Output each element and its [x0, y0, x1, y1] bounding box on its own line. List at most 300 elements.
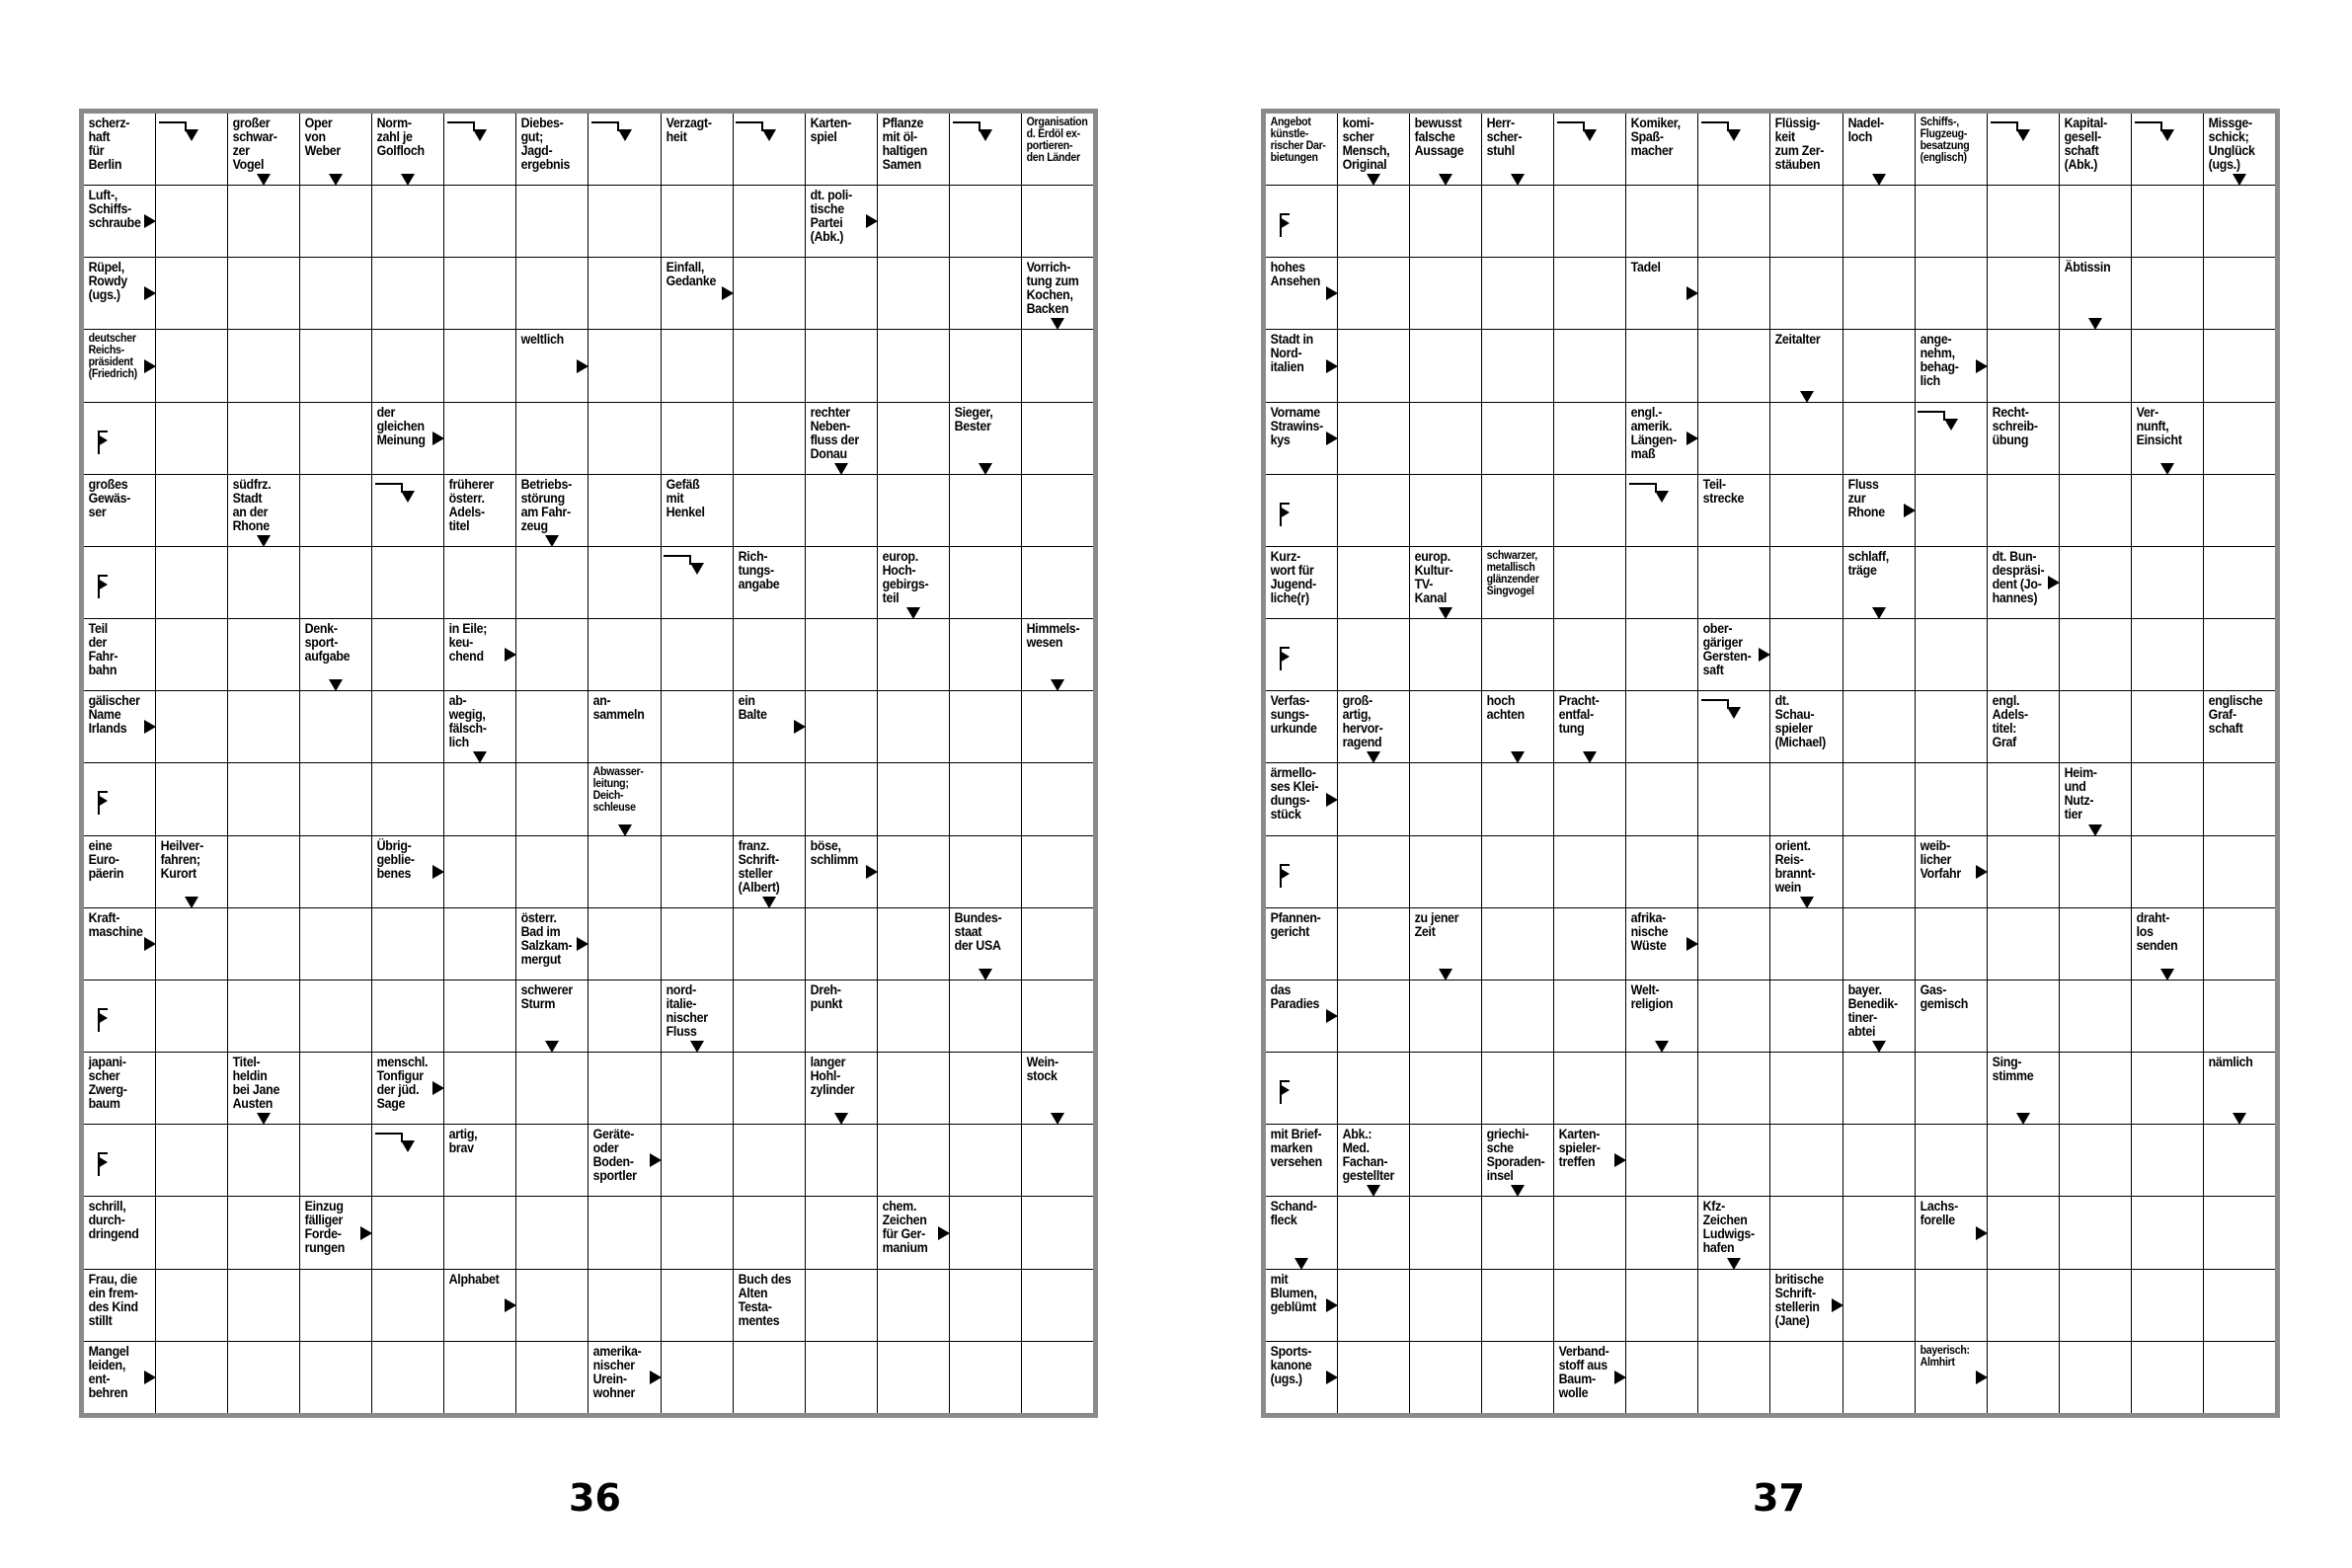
answer-cell[interactable] — [1554, 114, 1625, 185]
answer-cell[interactable] — [662, 836, 733, 907]
answer-cell[interactable] — [734, 330, 805, 401]
answer-cell[interactable] — [1022, 908, 1093, 980]
answer-cell[interactable] — [372, 547, 443, 618]
answer-cell[interactable] — [1482, 763, 1553, 834]
answer-cell[interactable] — [84, 547, 155, 618]
answer-cell[interactable] — [734, 1053, 805, 1124]
answer-cell[interactable] — [1698, 1053, 1769, 1124]
answer-cell[interactable] — [516, 1197, 588, 1268]
answer-cell[interactable] — [1843, 1125, 1915, 1196]
answer-cell[interactable] — [1410, 258, 1481, 329]
answer-cell[interactable] — [2132, 836, 2203, 907]
answer-cell[interactable] — [516, 547, 588, 618]
answer-cell[interactable] — [300, 403, 371, 474]
answer-cell[interactable] — [156, 619, 227, 690]
answer-cell[interactable] — [1482, 1197, 1553, 1268]
answer-cell[interactable] — [228, 1197, 299, 1268]
answer-cell[interactable] — [1916, 763, 1987, 834]
answer-cell[interactable] — [1266, 1053, 1337, 1124]
answer-cell[interactable] — [516, 403, 588, 474]
answer-cell[interactable] — [1554, 1197, 1625, 1268]
answer-cell[interactable] — [806, 1342, 877, 1413]
answer-cell[interactable] — [734, 403, 805, 474]
answer-cell[interactable] — [662, 1342, 733, 1413]
answer-cell[interactable] — [950, 1125, 1021, 1196]
answer-cell[interactable] — [1410, 1197, 1481, 1268]
answer-cell[interactable] — [1698, 547, 1769, 618]
answer-cell[interactable] — [1266, 836, 1337, 907]
answer-cell[interactable] — [1022, 403, 1093, 474]
answer-cell[interactable] — [1338, 186, 1409, 257]
answer-cell[interactable] — [1916, 186, 1987, 257]
answer-cell[interactable] — [588, 114, 660, 185]
answer-cell[interactable] — [2060, 330, 2131, 401]
answer-cell[interactable] — [1626, 836, 1697, 907]
answer-cell[interactable] — [1022, 1197, 1093, 1268]
answer-cell[interactable] — [1988, 763, 2059, 834]
answer-cell[interactable] — [300, 1342, 371, 1413]
answer-cell[interactable] — [1916, 1270, 1987, 1341]
answer-cell[interactable] — [1626, 186, 1697, 257]
answer-cell[interactable] — [662, 1270, 733, 1341]
answer-cell[interactable] — [1554, 330, 1625, 401]
answer-cell[interactable] — [662, 330, 733, 401]
answer-cell[interactable] — [2060, 1342, 2131, 1413]
answer-cell[interactable] — [2132, 114, 2203, 185]
answer-cell[interactable] — [734, 763, 805, 834]
answer-cell[interactable] — [1988, 1125, 2059, 1196]
answer-cell[interactable] — [1554, 547, 1625, 618]
answer-cell[interactable] — [1916, 1053, 1987, 1124]
answer-cell[interactable] — [1843, 836, 1915, 907]
answer-cell[interactable] — [1554, 186, 1625, 257]
answer-cell[interactable] — [1843, 258, 1915, 329]
answer-cell[interactable] — [1482, 1342, 1553, 1413]
answer-cell[interactable] — [734, 186, 805, 257]
answer-cell[interactable] — [156, 403, 227, 474]
answer-cell[interactable] — [300, 258, 371, 329]
answer-cell[interactable] — [1022, 836, 1093, 907]
answer-cell[interactable] — [2132, 547, 2203, 618]
answer-cell[interactable] — [878, 908, 949, 980]
answer-cell[interactable] — [1626, 1053, 1697, 1124]
answer-cell[interactable] — [1482, 1270, 1553, 1341]
answer-cell[interactable] — [1843, 619, 1915, 690]
answer-cell[interactable] — [1988, 258, 2059, 329]
answer-cell[interactable] — [156, 258, 227, 329]
answer-cell[interactable] — [878, 619, 949, 690]
answer-cell[interactable] — [1554, 763, 1625, 834]
answer-cell[interactable] — [1698, 691, 1769, 762]
answer-cell[interactable] — [878, 691, 949, 762]
answer-cell[interactable] — [1843, 691, 1915, 762]
answer-cell[interactable] — [1022, 691, 1093, 762]
answer-cell[interactable] — [2060, 547, 2131, 618]
answer-cell[interactable] — [588, 980, 660, 1052]
answer-cell[interactable] — [1698, 980, 1769, 1052]
answer-cell[interactable] — [878, 403, 949, 474]
answer-cell[interactable] — [950, 547, 1021, 618]
answer-cell[interactable] — [1022, 186, 1093, 257]
answer-cell[interactable] — [1698, 836, 1769, 907]
answer-cell[interactable] — [156, 547, 227, 618]
answer-cell[interactable] — [516, 1053, 588, 1124]
answer-cell[interactable] — [734, 114, 805, 185]
answer-cell[interactable] — [1554, 1270, 1625, 1341]
answer-cell[interactable] — [372, 258, 443, 329]
answer-cell[interactable] — [662, 403, 733, 474]
answer-cell[interactable] — [2204, 403, 2275, 474]
answer-cell[interactable] — [1626, 1270, 1697, 1341]
answer-cell[interactable] — [1988, 619, 2059, 690]
answer-cell[interactable] — [1770, 475, 1842, 546]
answer-cell[interactable] — [2132, 1197, 2203, 1268]
answer-cell[interactable] — [1843, 186, 1915, 257]
answer-cell[interactable] — [1698, 403, 1769, 474]
answer-cell[interactable] — [2060, 475, 2131, 546]
answer-cell[interactable] — [806, 547, 877, 618]
answer-cell[interactable] — [2060, 836, 2131, 907]
answer-cell[interactable] — [2204, 330, 2275, 401]
answer-cell[interactable] — [1988, 908, 2059, 980]
answer-cell[interactable] — [1770, 980, 1842, 1052]
answer-cell[interactable] — [588, 186, 660, 257]
answer-cell[interactable] — [734, 475, 805, 546]
answer-cell[interactable] — [156, 1053, 227, 1124]
answer-cell[interactable] — [300, 1053, 371, 1124]
answer-cell[interactable] — [2132, 619, 2203, 690]
answer-cell[interactable] — [444, 258, 515, 329]
answer-cell[interactable] — [300, 186, 371, 257]
answer-cell[interactable] — [444, 330, 515, 401]
answer-cell[interactable] — [1988, 186, 2059, 257]
answer-cell[interactable] — [588, 330, 660, 401]
answer-cell[interactable] — [1770, 619, 1842, 690]
answer-cell[interactable] — [1626, 1342, 1697, 1413]
answer-cell[interactable] — [444, 980, 515, 1052]
answer-cell[interactable] — [516, 763, 588, 834]
answer-cell[interactable] — [806, 908, 877, 980]
answer-cell[interactable] — [228, 691, 299, 762]
answer-cell[interactable] — [1626, 475, 1697, 546]
answer-cell[interactable] — [1554, 836, 1625, 907]
answer-cell[interactable] — [950, 980, 1021, 1052]
answer-cell[interactable] — [662, 1053, 733, 1124]
answer-cell[interactable] — [2132, 980, 2203, 1052]
answer-cell[interactable] — [1266, 475, 1337, 546]
answer-cell[interactable] — [444, 763, 515, 834]
answer-cell[interactable] — [1022, 1270, 1093, 1341]
answer-cell[interactable] — [372, 330, 443, 401]
answer-cell[interactable] — [950, 1342, 1021, 1413]
answer-cell[interactable] — [228, 547, 299, 618]
answer-cell[interactable] — [1698, 763, 1769, 834]
answer-cell[interactable] — [878, 980, 949, 1052]
answer-cell[interactable] — [1338, 330, 1409, 401]
answer-cell[interactable] — [444, 1197, 515, 1268]
answer-cell[interactable] — [806, 1125, 877, 1196]
answer-cell[interactable] — [1482, 330, 1553, 401]
answer-cell[interactable] — [372, 1342, 443, 1413]
answer-cell[interactable] — [1770, 547, 1842, 618]
answer-cell[interactable] — [228, 1342, 299, 1413]
answer-cell[interactable] — [1843, 330, 1915, 401]
answer-cell[interactable] — [1626, 691, 1697, 762]
answer-cell[interactable] — [878, 475, 949, 546]
answer-cell[interactable] — [2204, 763, 2275, 834]
answer-cell[interactable] — [2060, 403, 2131, 474]
answer-cell[interactable] — [2060, 1053, 2131, 1124]
answer-cell[interactable] — [300, 475, 371, 546]
answer-cell[interactable] — [2132, 763, 2203, 834]
answer-cell[interactable] — [1338, 980, 1409, 1052]
answer-cell[interactable] — [156, 114, 227, 185]
answer-cell[interactable] — [1770, 908, 1842, 980]
answer-cell[interactable] — [444, 114, 515, 185]
answer-cell[interactable] — [588, 836, 660, 907]
answer-cell[interactable] — [516, 258, 588, 329]
answer-cell[interactable] — [1482, 908, 1553, 980]
answer-cell[interactable] — [1988, 1197, 2059, 1268]
answer-cell[interactable] — [2204, 1197, 2275, 1268]
answer-cell[interactable] — [372, 980, 443, 1052]
answer-cell[interactable] — [662, 1125, 733, 1196]
answer-cell[interactable] — [2132, 186, 2203, 257]
answer-cell[interactable] — [950, 475, 1021, 546]
answer-cell[interactable] — [1698, 186, 1769, 257]
answer-cell[interactable] — [1916, 619, 1987, 690]
answer-cell[interactable] — [806, 691, 877, 762]
answer-cell[interactable] — [372, 619, 443, 690]
answer-cell[interactable] — [372, 691, 443, 762]
answer-cell[interactable] — [734, 908, 805, 980]
answer-cell[interactable] — [806, 330, 877, 401]
answer-cell[interactable] — [1338, 475, 1409, 546]
answer-cell[interactable] — [1410, 475, 1481, 546]
answer-cell[interactable] — [2204, 186, 2275, 257]
answer-cell[interactable] — [1988, 1270, 2059, 1341]
answer-cell[interactable] — [300, 1270, 371, 1341]
answer-cell[interactable] — [156, 330, 227, 401]
answer-cell[interactable] — [1770, 258, 1842, 329]
answer-cell[interactable] — [84, 403, 155, 474]
answer-cell[interactable] — [1698, 258, 1769, 329]
answer-cell[interactable] — [1770, 763, 1842, 834]
answer-cell[interactable] — [2060, 691, 2131, 762]
answer-cell[interactable] — [156, 691, 227, 762]
answer-cell[interactable] — [1770, 1053, 1842, 1124]
answer-cell[interactable] — [1410, 186, 1481, 257]
answer-cell[interactable] — [228, 186, 299, 257]
answer-cell[interactable] — [878, 763, 949, 834]
answer-cell[interactable] — [1698, 908, 1769, 980]
answer-cell[interactable] — [2060, 908, 2131, 980]
answer-cell[interactable] — [300, 763, 371, 834]
answer-cell[interactable] — [588, 908, 660, 980]
answer-cell[interactable] — [1626, 1197, 1697, 1268]
answer-cell[interactable] — [300, 836, 371, 907]
answer-cell[interactable] — [1626, 763, 1697, 834]
answer-cell[interactable] — [950, 1053, 1021, 1124]
answer-cell[interactable] — [1626, 547, 1697, 618]
answer-cell[interactable] — [1410, 763, 1481, 834]
answer-cell[interactable] — [734, 1197, 805, 1268]
answer-cell[interactable] — [734, 258, 805, 329]
answer-cell[interactable] — [950, 330, 1021, 401]
answer-cell[interactable] — [300, 330, 371, 401]
answer-cell[interactable] — [156, 1342, 227, 1413]
answer-cell[interactable] — [1698, 330, 1769, 401]
answer-cell[interactable] — [1482, 619, 1553, 690]
answer-cell[interactable] — [1482, 258, 1553, 329]
answer-cell[interactable] — [1410, 1125, 1481, 1196]
answer-cell[interactable] — [806, 619, 877, 690]
answer-cell[interactable] — [734, 1342, 805, 1413]
answer-cell[interactable] — [1916, 547, 1987, 618]
answer-cell[interactable] — [1022, 475, 1093, 546]
answer-cell[interactable] — [1410, 1053, 1481, 1124]
answer-cell[interactable] — [878, 1270, 949, 1341]
answer-cell[interactable] — [950, 258, 1021, 329]
answer-cell[interactable] — [2132, 1053, 2203, 1124]
answer-cell[interactable] — [806, 763, 877, 834]
answer-cell[interactable] — [950, 836, 1021, 907]
answer-cell[interactable] — [156, 908, 227, 980]
answer-cell[interactable] — [1482, 836, 1553, 907]
answer-cell[interactable] — [878, 186, 949, 257]
answer-cell[interactable] — [300, 691, 371, 762]
answer-cell[interactable] — [228, 258, 299, 329]
answer-cell[interactable] — [156, 763, 227, 834]
answer-cell[interactable] — [1554, 1053, 1625, 1124]
answer-cell[interactable] — [1698, 1342, 1769, 1413]
answer-cell[interactable] — [372, 475, 443, 546]
answer-cell[interactable] — [2204, 980, 2275, 1052]
answer-cell[interactable] — [1266, 619, 1337, 690]
answer-cell[interactable] — [372, 1270, 443, 1341]
answer-cell[interactable] — [1698, 114, 1769, 185]
answer-cell[interactable] — [156, 475, 227, 546]
answer-cell[interactable] — [2204, 836, 2275, 907]
answer-cell[interactable] — [1022, 547, 1093, 618]
answer-cell[interactable] — [228, 403, 299, 474]
answer-cell[interactable] — [1022, 1342, 1093, 1413]
answer-cell[interactable] — [950, 1270, 1021, 1341]
answer-cell[interactable] — [2204, 908, 2275, 980]
answer-cell[interactable] — [1698, 1270, 1769, 1341]
answer-cell[interactable] — [1338, 547, 1409, 618]
answer-cell[interactable] — [300, 1125, 371, 1196]
answer-cell[interactable] — [1266, 186, 1337, 257]
answer-cell[interactable] — [662, 1197, 733, 1268]
answer-cell[interactable] — [1554, 980, 1625, 1052]
answer-cell[interactable] — [588, 547, 660, 618]
answer-cell[interactable] — [228, 980, 299, 1052]
answer-cell[interactable] — [2204, 547, 2275, 618]
answer-cell[interactable] — [1410, 403, 1481, 474]
answer-cell[interactable] — [1338, 908, 1409, 980]
answer-cell[interactable] — [1843, 1197, 1915, 1268]
answer-cell[interactable] — [2060, 980, 2131, 1052]
answer-cell[interactable] — [444, 1342, 515, 1413]
answer-cell[interactable] — [84, 980, 155, 1052]
answer-cell[interactable] — [1916, 908, 1987, 980]
answer-cell[interactable] — [228, 1125, 299, 1196]
answer-cell[interactable] — [662, 908, 733, 980]
answer-cell[interactable] — [1338, 1270, 1409, 1341]
answer-cell[interactable] — [84, 1125, 155, 1196]
answer-cell[interactable] — [1338, 1342, 1409, 1413]
answer-cell[interactable] — [878, 330, 949, 401]
answer-cell[interactable] — [1482, 403, 1553, 474]
answer-cell[interactable] — [1988, 1342, 2059, 1413]
answer-cell[interactable] — [1626, 330, 1697, 401]
answer-cell[interactable] — [1626, 1125, 1697, 1196]
answer-cell[interactable] — [1770, 1197, 1842, 1268]
answer-cell[interactable] — [1843, 763, 1915, 834]
answer-cell[interactable] — [372, 1125, 443, 1196]
answer-cell[interactable] — [588, 619, 660, 690]
answer-cell[interactable] — [1554, 908, 1625, 980]
answer-cell[interactable] — [2132, 691, 2203, 762]
answer-cell[interactable] — [1410, 619, 1481, 690]
answer-cell[interactable] — [950, 619, 1021, 690]
answer-cell[interactable] — [1770, 403, 1842, 474]
answer-cell[interactable] — [1410, 1270, 1481, 1341]
answer-cell[interactable] — [1338, 403, 1409, 474]
answer-cell[interactable] — [662, 763, 733, 834]
answer-cell[interactable] — [806, 475, 877, 546]
answer-cell[interactable] — [2132, 1270, 2203, 1341]
answer-cell[interactable] — [2060, 619, 2131, 690]
answer-cell[interactable] — [1410, 836, 1481, 907]
answer-cell[interactable] — [734, 619, 805, 690]
answer-cell[interactable] — [156, 1197, 227, 1268]
answer-cell[interactable] — [1843, 908, 1915, 980]
answer-cell[interactable] — [1338, 258, 1409, 329]
answer-cell[interactable] — [1554, 258, 1625, 329]
answer-cell[interactable] — [516, 1342, 588, 1413]
answer-cell[interactable] — [588, 258, 660, 329]
answer-cell[interactable] — [1554, 619, 1625, 690]
answer-cell[interactable] — [156, 980, 227, 1052]
answer-cell[interactable] — [1916, 1125, 1987, 1196]
answer-cell[interactable] — [2204, 1270, 2275, 1341]
answer-cell[interactable] — [2132, 330, 2203, 401]
answer-cell[interactable] — [1843, 1270, 1915, 1341]
answer-cell[interactable] — [1988, 836, 2059, 907]
answer-cell[interactable] — [1843, 1053, 1915, 1124]
answer-cell[interactable] — [806, 258, 877, 329]
answer-cell[interactable] — [2132, 1342, 2203, 1413]
answer-cell[interactable] — [2060, 186, 2131, 257]
answer-cell[interactable] — [516, 619, 588, 690]
answer-cell[interactable] — [1482, 186, 1553, 257]
answer-cell[interactable] — [156, 1270, 227, 1341]
answer-cell[interactable] — [1988, 330, 2059, 401]
answer-cell[interactable] — [1626, 619, 1697, 690]
answer-cell[interactable] — [1482, 475, 1553, 546]
answer-cell[interactable] — [2060, 1197, 2131, 1268]
answer-cell[interactable] — [950, 114, 1021, 185]
answer-cell[interactable] — [1338, 1197, 1409, 1268]
answer-cell[interactable] — [1770, 1342, 1842, 1413]
answer-cell[interactable] — [1482, 1053, 1553, 1124]
answer-cell[interactable] — [1554, 475, 1625, 546]
answer-cell[interactable] — [878, 1125, 949, 1196]
answer-cell[interactable] — [588, 475, 660, 546]
answer-cell[interactable] — [1770, 186, 1842, 257]
